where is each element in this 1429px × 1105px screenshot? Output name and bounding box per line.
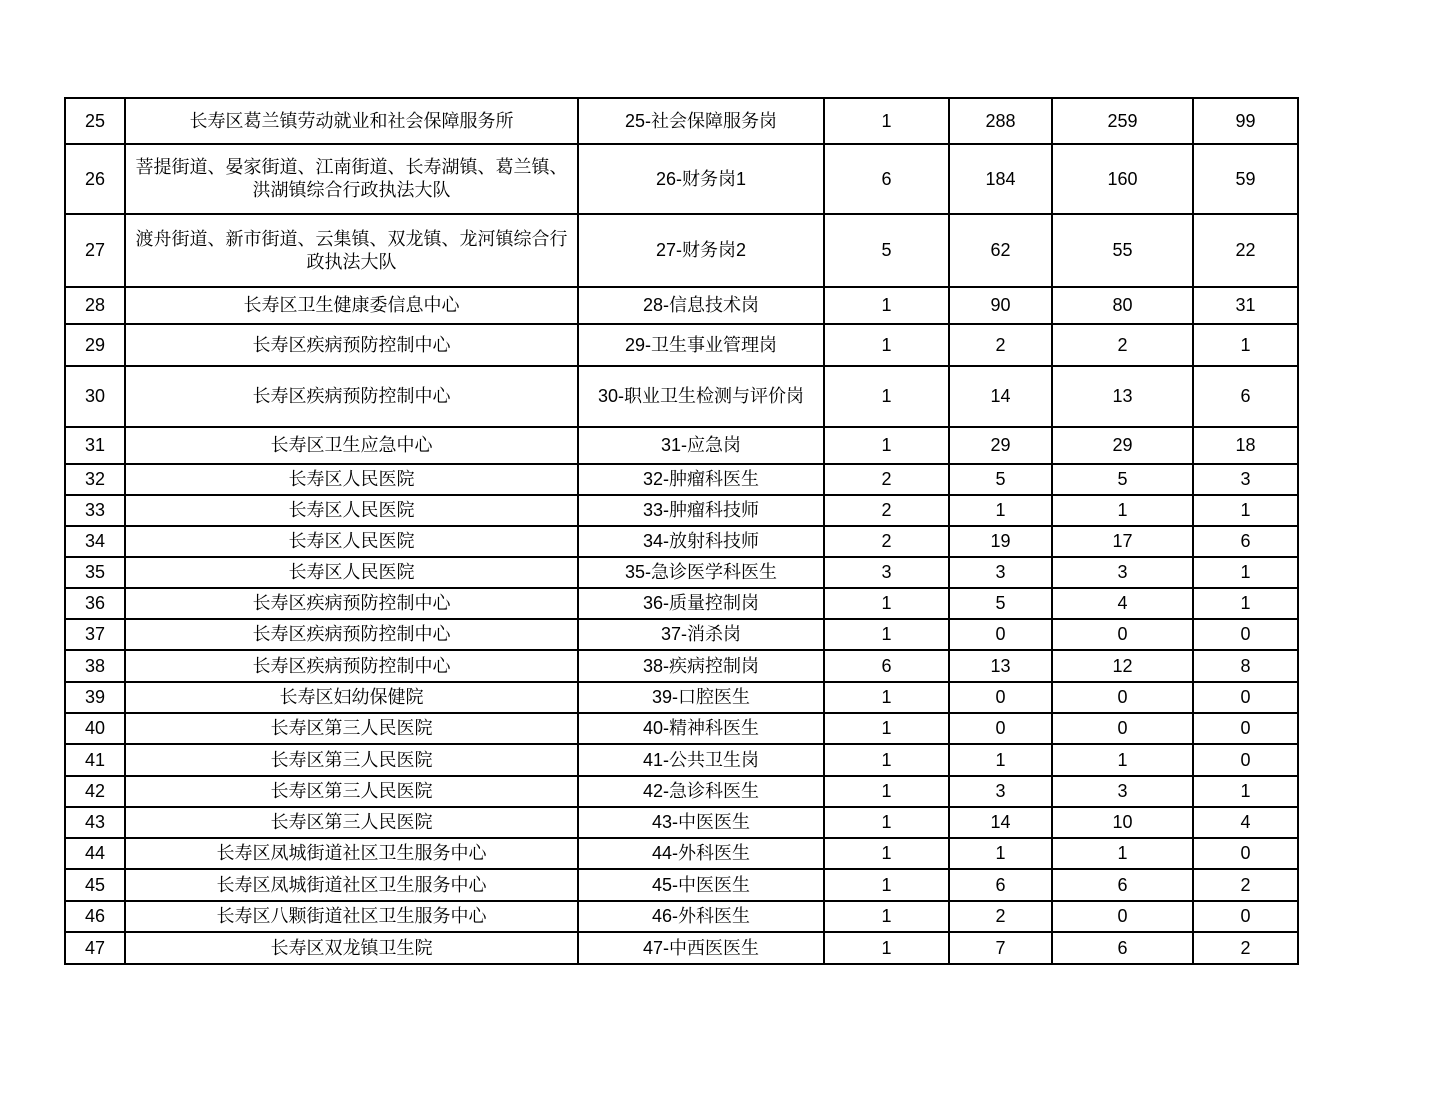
cell-unit: 长寿区凤城街道社区卫生服务中心: [125, 869, 578, 901]
cell-count-4: 2: [1193, 869, 1298, 901]
cell-position: 28-信息技术岗: [578, 287, 824, 324]
cell-count-1: 2: [824, 464, 949, 495]
cell-unit: 长寿区卫生应急中心: [125, 427, 578, 464]
cell-count-2: 90: [949, 287, 1052, 324]
table-row: [65, 682, 1298, 713]
cell-no: 38: [65, 650, 125, 682]
cell-count-2: 288: [949, 98, 1052, 144]
cell-position: 38-疾病控制岗: [578, 650, 824, 682]
cell-no: 31: [65, 427, 125, 464]
cell-unit: 长寿区疾病预防控制中心: [125, 619, 578, 650]
table-row: [65, 98, 1298, 144]
cell-count-1: 1: [824, 427, 949, 464]
cell-count-4: 6: [1193, 366, 1298, 427]
cell-count-3: 1: [1052, 838, 1193, 869]
cell-count-3: 80: [1052, 287, 1193, 324]
cell-count-4: 6: [1193, 526, 1298, 557]
cell-count-3: 3: [1052, 557, 1193, 588]
cell-position: 29-卫生事业管理岗: [578, 324, 824, 366]
cell-count-3: 6: [1052, 932, 1193, 964]
table-row: [65, 901, 1298, 932]
cell-position: 27-财务岗2: [578, 214, 824, 287]
cell-count-1: 1: [824, 98, 949, 144]
cell-unit: 长寿区双龙镇卫生院: [125, 932, 578, 964]
cell-count-3: 17: [1052, 526, 1193, 557]
table-row: [65, 526, 1298, 557]
cell-count-1: 1: [824, 588, 949, 619]
cell-count-1: 1: [824, 932, 949, 964]
cell-count-4: 3: [1193, 464, 1298, 495]
table-row: [65, 807, 1298, 838]
cell-count-1: 1: [824, 366, 949, 427]
cell-no: 43: [65, 807, 125, 838]
cell-count-1: 1: [824, 901, 949, 932]
cell-unit: 长寿区第三人民医院: [125, 713, 578, 744]
cell-count-1: 5: [824, 214, 949, 287]
cell-count-3: 0: [1052, 713, 1193, 744]
cell-count-4: 0: [1193, 619, 1298, 650]
cell-count-4: 22: [1193, 214, 1298, 287]
cell-no: 33: [65, 495, 125, 526]
cell-count-2: 2: [949, 324, 1052, 366]
cell-count-2: 1: [949, 838, 1052, 869]
cell-count-3: 12: [1052, 650, 1193, 682]
cell-count-2: 62: [949, 214, 1052, 287]
cell-no: 42: [65, 776, 125, 807]
cell-position: 42-急诊科医生: [578, 776, 824, 807]
cell-no: 25: [65, 98, 125, 144]
cell-count-2: 0: [949, 713, 1052, 744]
cell-unit: 长寿区八颗街道社区卫生服务中心: [125, 901, 578, 932]
table-body: [65, 98, 1298, 964]
table-row: [65, 214, 1298, 287]
cell-position: 32-肿瘤科医生: [578, 464, 824, 495]
cell-count-2: 0: [949, 619, 1052, 650]
table-row: [65, 650, 1298, 682]
cell-count-3: 0: [1052, 619, 1193, 650]
cell-unit: 长寿区第三人民医院: [125, 776, 578, 807]
cell-unit: 长寿区妇幼保健院: [125, 682, 578, 713]
cell-count-4: 0: [1193, 838, 1298, 869]
cell-unit: 长寿区疾病预防控制中心: [125, 588, 578, 619]
cell-unit: 渡舟街道、新市街道、云集镇、双龙镇、龙河镇综合行政执法大队: [125, 214, 578, 287]
cell-count-3: 55: [1052, 214, 1193, 287]
cell-count-1: 1: [824, 838, 949, 869]
table-row: [65, 144, 1298, 214]
cell-count-2: 184: [949, 144, 1052, 214]
cell-no: 40: [65, 713, 125, 744]
cell-unit: 长寿区疾病预防控制中心: [125, 324, 578, 366]
cell-unit: 长寿区人民医院: [125, 495, 578, 526]
cell-position: 30-职业卫生检测与评价岗: [578, 366, 824, 427]
cell-count-4: 1: [1193, 776, 1298, 807]
cell-count-4: 1: [1193, 557, 1298, 588]
cell-unit: 菩提街道、晏家街道、江南街道、长寿湖镇、葛兰镇、洪湖镇综合行政执法大队: [125, 144, 578, 214]
cell-count-2: 5: [949, 588, 1052, 619]
recruitment-table: [64, 97, 1299, 965]
cell-count-1: 6: [824, 650, 949, 682]
cell-no: 46: [65, 901, 125, 932]
cell-no: 36: [65, 588, 125, 619]
cell-position: 43-中医医生: [578, 807, 824, 838]
table-row: [65, 287, 1298, 324]
cell-position: 25-社会保障服务岗: [578, 98, 824, 144]
cell-count-3: 29: [1052, 427, 1193, 464]
cell-no: 29: [65, 324, 125, 366]
cell-count-1: 2: [824, 526, 949, 557]
cell-unit: 长寿区葛兰镇劳动就业和社会保障服务所: [125, 98, 578, 144]
cell-position: 46-外科医生: [578, 901, 824, 932]
table-row: [65, 869, 1298, 901]
cell-position: 41-公共卫生岗: [578, 744, 824, 776]
cell-count-3: 259: [1052, 98, 1193, 144]
cell-count-2: 13: [949, 650, 1052, 682]
cell-position: 40-精神科医生: [578, 713, 824, 744]
cell-count-4: 4: [1193, 807, 1298, 838]
cell-count-2: 6: [949, 869, 1052, 901]
cell-position: 36-质量控制岗: [578, 588, 824, 619]
cell-count-1: 1: [824, 287, 949, 324]
cell-unit: 长寿区疾病预防控制中心: [125, 366, 578, 427]
cell-no: 28: [65, 287, 125, 324]
cell-count-3: 1: [1052, 495, 1193, 526]
cell-count-4: 8: [1193, 650, 1298, 682]
cell-count-2: 1: [949, 495, 1052, 526]
cell-no: 45: [65, 869, 125, 901]
cell-position: 31-应急岗: [578, 427, 824, 464]
table-row: [65, 744, 1298, 776]
table-row: [65, 619, 1298, 650]
cell-count-1: 1: [824, 619, 949, 650]
cell-count-4: 0: [1193, 901, 1298, 932]
cell-count-4: 2: [1193, 932, 1298, 964]
cell-no: 37: [65, 619, 125, 650]
cell-no: 41: [65, 744, 125, 776]
cell-count-1: 1: [824, 682, 949, 713]
cell-no: 47: [65, 932, 125, 964]
cell-count-4: 1: [1193, 495, 1298, 526]
cell-count-3: 0: [1052, 682, 1193, 713]
cell-count-2: 3: [949, 557, 1052, 588]
cell-count-2: 0: [949, 682, 1052, 713]
cell-count-1: 1: [824, 869, 949, 901]
table-row: [65, 713, 1298, 744]
cell-count-3: 160: [1052, 144, 1193, 214]
cell-position: 45-中医医生: [578, 869, 824, 901]
cell-count-1: 6: [824, 144, 949, 214]
cell-position: 47-中西医医生: [578, 932, 824, 964]
cell-unit: 长寿区疾病预防控制中心: [125, 650, 578, 682]
cell-no: 32: [65, 464, 125, 495]
cell-count-4: 59: [1193, 144, 1298, 214]
cell-count-3: 1: [1052, 744, 1193, 776]
cell-unit: 长寿区人民医院: [125, 464, 578, 495]
table-row: [65, 324, 1298, 366]
cell-count-3: 10: [1052, 807, 1193, 838]
cell-count-2: 3: [949, 776, 1052, 807]
table-row: [65, 588, 1298, 619]
cell-count-1: 2: [824, 495, 949, 526]
cell-count-2: 1: [949, 744, 1052, 776]
table-row: [65, 427, 1298, 464]
cell-no: 34: [65, 526, 125, 557]
cell-no: 30: [65, 366, 125, 427]
cell-count-3: 13: [1052, 366, 1193, 427]
cell-position: 33-肿瘤科技师: [578, 495, 824, 526]
cell-no: 44: [65, 838, 125, 869]
cell-count-4: 99: [1193, 98, 1298, 144]
cell-position: 39-口腔医生: [578, 682, 824, 713]
cell-count-1: 1: [824, 776, 949, 807]
cell-count-4: 1: [1193, 324, 1298, 366]
cell-count-4: 0: [1193, 744, 1298, 776]
cell-position: 44-外科医生: [578, 838, 824, 869]
cell-position: 34-放射科技师: [578, 526, 824, 557]
cell-count-2: 2: [949, 901, 1052, 932]
cell-no: 27: [65, 214, 125, 287]
cell-no: 39: [65, 682, 125, 713]
table-row: [65, 366, 1298, 427]
cell-unit: 长寿区第三人民医院: [125, 744, 578, 776]
cell-count-1: 1: [824, 713, 949, 744]
cell-unit: 长寿区人民医院: [125, 526, 578, 557]
table-row: [65, 838, 1298, 869]
cell-unit: 长寿区第三人民医院: [125, 807, 578, 838]
cell-count-4: 18: [1193, 427, 1298, 464]
cell-count-3: 2: [1052, 324, 1193, 366]
cell-unit: 长寿区卫生健康委信息中心: [125, 287, 578, 324]
table-row: [65, 495, 1298, 526]
cell-count-4: 0: [1193, 713, 1298, 744]
cell-count-2: 5: [949, 464, 1052, 495]
cell-count-2: 29: [949, 427, 1052, 464]
cell-count-1: 1: [824, 807, 949, 838]
cell-count-3: 5: [1052, 464, 1193, 495]
cell-count-2: 14: [949, 807, 1052, 838]
cell-count-4: 0: [1193, 682, 1298, 713]
cell-count-1: 1: [824, 744, 949, 776]
cell-position: 35-急诊医学科医生: [578, 557, 824, 588]
cell-count-1: 1: [824, 324, 949, 366]
table-row: [65, 464, 1298, 495]
table-row: [65, 932, 1298, 964]
cell-count-3: 0: [1052, 901, 1193, 932]
cell-unit: 长寿区人民医院: [125, 557, 578, 588]
table-row: [65, 557, 1298, 588]
cell-no: 26: [65, 144, 125, 214]
cell-count-2: 14: [949, 366, 1052, 427]
cell-count-1: 3: [824, 557, 949, 588]
cell-count-2: 7: [949, 932, 1052, 964]
cell-no: 35: [65, 557, 125, 588]
cell-count-2: 19: [949, 526, 1052, 557]
cell-position: 37-消杀岗: [578, 619, 824, 650]
table-row: [65, 776, 1298, 807]
cell-count-3: 6: [1052, 869, 1193, 901]
cell-count-3: 3: [1052, 776, 1193, 807]
cell-count-3: 4: [1052, 588, 1193, 619]
cell-unit: 长寿区凤城街道社区卫生服务中心: [125, 838, 578, 869]
cell-position: 26-财务岗1: [578, 144, 824, 214]
cell-count-4: 1: [1193, 588, 1298, 619]
cell-count-4: 31: [1193, 287, 1298, 324]
